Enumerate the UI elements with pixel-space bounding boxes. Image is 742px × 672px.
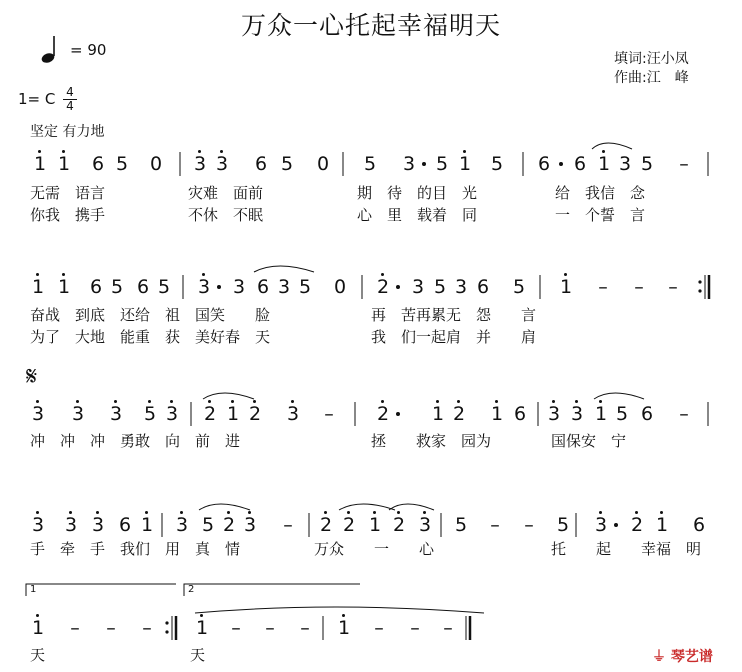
high-octave-dot [660,511,663,514]
note-text: 0 [149,153,163,175]
note-text: – [679,153,689,175]
note-number [640,153,654,175]
note-text: 5 [490,153,504,175]
note-number [298,276,312,298]
note-number [615,403,629,425]
note-number [618,153,632,175]
note-number [197,276,211,298]
score-system [0,398,742,428]
note-text: 5 [512,276,526,298]
note-text: 6 [692,514,706,536]
high-octave-dot [148,400,151,403]
note-number [337,617,351,639]
note-text: 1 [195,617,209,639]
lyric-line: 托 起 幸福 明 [551,540,702,558]
note-text: 1 [594,403,608,425]
note-number [118,514,132,536]
note-text: 3 [570,403,584,425]
note-text: 2 [222,514,236,536]
high-octave-dot [227,511,230,514]
note-number [286,403,300,425]
note-text: – [634,276,644,298]
note-number [33,153,47,175]
note-text: 5 [157,276,171,298]
note-text: 3 [31,403,45,425]
note-text: – [283,514,293,536]
lyric-line: 一 个誓 言 [555,206,646,224]
high-octave-dot [564,273,567,276]
lyric-line: 不休 不眠 [188,206,264,224]
note-number [594,514,608,536]
high-octave-dot [170,400,173,403]
extension-dash [488,514,502,536]
note-number [140,514,154,536]
note-number [556,514,570,536]
note-text: 5 [115,153,129,175]
note-text: 3 [402,153,416,175]
repeat-dot [165,630,168,633]
note-text: 5 [110,276,124,298]
note-text: 3 [277,276,291,298]
note-text: 1 [57,153,71,175]
volta-first-label: 1 [30,584,37,595]
note-number [57,153,71,175]
note-text: 1 [490,403,504,425]
note-number [203,403,217,425]
note-number [547,403,561,425]
extension-dash [596,276,610,298]
note-text: 3 [594,514,608,536]
note-number [193,153,207,175]
note-text: 2 [203,403,217,425]
note-number [248,403,262,425]
note-text: 6 [254,153,268,175]
high-octave-dot [96,511,99,514]
note-number [175,514,189,536]
lyric-line: 天 [30,646,46,664]
note-number [655,514,669,536]
high-octave-dot [495,400,498,403]
note-text: 2 [376,276,390,298]
note-number [640,403,654,425]
note-number [226,403,240,425]
note-number [376,276,390,298]
high-octave-dot [62,150,65,153]
extension-dash [666,276,680,298]
note-number [110,276,124,298]
quarter-note-icon [38,34,62,64]
high-octave-dot [602,150,605,153]
lyric-line: 无需 语言 [30,184,106,202]
note-text: 6 [537,153,551,175]
lyric-line: 拯 救家 园为 [371,432,492,450]
note-text: 1 [431,403,445,425]
note-number [433,276,447,298]
note-text: 6 [256,276,270,298]
note-number [692,514,706,536]
note-text: 5 [298,276,312,298]
note-number [454,514,468,536]
note-number [597,153,611,175]
note-number [136,276,150,298]
note-number [115,153,129,175]
note-text: – [231,617,241,639]
note-text: 1 [57,276,71,298]
high-octave-dot [208,400,211,403]
note-number [570,403,584,425]
extension-dash [263,617,277,639]
note-number [201,514,215,536]
extension-dash [632,276,646,298]
note-text: 2 [452,403,466,425]
note-text: 6 [136,276,150,298]
note-number [392,514,406,536]
lyric-line: 手 牵 手 我们 用 真 情 [30,540,241,558]
note-number [319,514,333,536]
high-octave-dot [381,273,384,276]
note-number [195,617,209,639]
note-text: 3 [618,153,632,175]
note-text: 1 [559,276,573,298]
high-octave-dot [76,400,79,403]
time-signature-bottom: 4 [66,99,74,113]
note-text: 6 [91,153,105,175]
note-text: 5 [201,514,215,536]
lyric-line: 奋战 到底 还给 祖 国笑 脸 [30,306,271,324]
high-octave-dot [381,400,384,403]
high-octave-dot [62,273,65,276]
lyric-line: 给 我信 念 [555,184,646,202]
note-text: 1 [140,514,154,536]
high-octave-dot [463,150,466,153]
note-text: 6 [640,403,654,425]
note-text: 2 [319,514,333,536]
note-text: 1 [33,153,47,175]
high-octave-dot [324,511,327,514]
note-text: 5 [435,153,449,175]
lyric-line: 冲 冲 冲 勇敢 向 前 进 [30,432,241,450]
note-number [215,153,229,175]
note-text: 3 [243,514,257,536]
note-text: – [668,276,678,298]
note-text: 2 [630,514,644,536]
volta-second-label: 2 [188,584,195,595]
note-text: 3 [215,153,229,175]
high-octave-dot [253,400,256,403]
note-text: 0 [316,153,330,175]
note-text: 3 [232,276,246,298]
extension-dash [677,403,691,425]
note-text: – [374,617,384,639]
note-text: 0 [333,276,347,298]
composer-credit: 作曲:江 峰 [614,70,689,86]
note-number [149,153,163,175]
note-text: – [70,617,80,639]
note-text: 3 [165,403,179,425]
note-number [402,153,416,175]
note-text: 5 [615,403,629,425]
high-octave-dot [635,511,638,514]
note-text: 6 [89,276,103,298]
note-number [91,514,105,536]
extension-dash [677,153,691,175]
note-text: – [443,617,453,639]
high-octave-dot [69,511,72,514]
high-octave-dot [552,400,555,403]
extension-dash [140,617,154,639]
logo-icon: ⏚ [652,649,666,665]
note-text: – [300,617,310,639]
note-text: 1 [458,153,472,175]
high-octave-dot [436,400,439,403]
note-number [31,403,45,425]
note-number [368,514,382,536]
high-octave-dot [36,400,39,403]
note-text: 3 [31,514,45,536]
high-octave-dot [200,614,203,617]
tempo-marking: = 90 [70,41,107,59]
note-number [630,514,644,536]
note-text: 3 [197,276,211,298]
high-octave-dot [291,400,294,403]
high-octave-dot [457,400,460,403]
note-number [411,276,425,298]
note-text: 5 [640,153,654,175]
extension-dash [104,617,118,639]
note-text: 1 [337,617,351,639]
note-number [109,403,123,425]
note-number [435,153,449,175]
volta-brackets [0,580,742,600]
high-octave-dot [248,511,251,514]
extension-dash [372,617,386,639]
extension-dash [281,514,295,536]
note-number [89,276,103,298]
note-number [418,514,432,536]
note-text: 1 [368,514,382,536]
note-text: 1 [226,403,240,425]
note-text: 5 [433,276,447,298]
note-text: 3 [91,514,105,536]
note-number [512,276,526,298]
note-number [490,153,504,175]
note-text: – [524,514,534,536]
note-text: – [106,617,116,639]
score-system [0,271,742,301]
lyric-line: 我 们一起肩 并 肩 [371,328,537,346]
high-octave-dot [198,150,201,153]
note-text: – [490,514,500,536]
note-number [573,153,587,175]
lyric-line: 为了 大地 能重 获 美好春 天 [30,328,271,346]
note-number [31,514,45,536]
note-number [513,403,527,425]
note-number [454,276,468,298]
note-number [537,153,551,175]
high-octave-dot [423,511,426,514]
extension-dash [522,514,536,536]
note-text: 5 [454,514,468,536]
note-number [452,403,466,425]
note-number [143,403,157,425]
high-octave-dot [36,511,39,514]
note-number [31,617,45,639]
note-text: 2 [342,514,356,536]
note-text: 3 [175,514,189,536]
note-text: – [324,403,334,425]
note-text: 3 [64,514,78,536]
song-title: 万众一心托起幸福明天 [240,11,501,40]
note-text: 1 [655,514,669,536]
time-signature [63,87,77,112]
extension-dash [408,617,422,639]
note-number [91,153,105,175]
score-system [0,612,742,642]
note-text: 1 [31,276,45,298]
segno-icon: 𝄋 [26,362,38,392]
high-octave-dot [373,511,376,514]
note-number [232,276,246,298]
note-number [57,276,71,298]
lyric-line: 万众 一 心 [314,540,435,558]
expression-marking: 坚定 有力地 [30,124,105,140]
note-number [376,403,390,425]
lyric-line: 心 里 载着 同 [357,206,478,224]
note-number [277,276,291,298]
high-octave-dot [202,273,205,276]
note-number [71,403,85,425]
note-text: 2 [376,403,390,425]
note-number [64,514,78,536]
note-text: 1 [31,617,45,639]
score-system [0,509,742,539]
note-number [157,276,171,298]
note-text: 6 [118,514,132,536]
note-text: 3 [193,153,207,175]
lyric-line: 国保安 宁 [551,432,627,450]
time-signature-top: 4 [66,85,74,99]
note-text: 5 [363,153,377,175]
note-text: 3 [547,403,561,425]
note-number [559,276,573,298]
lyric-line: 灾难 面前 [188,184,264,202]
repeat-dot [698,280,701,283]
note-number [333,276,347,298]
high-octave-dot [38,150,41,153]
high-octave-dot [342,614,345,617]
note-text: – [265,617,275,639]
high-octave-dot [575,400,578,403]
extension-dash [68,617,82,639]
repeat-dot [698,289,701,292]
note-text: – [142,617,152,639]
note-number [342,514,356,536]
score-system [0,148,742,178]
note-number [222,514,236,536]
note-number [431,403,445,425]
note-number [458,153,472,175]
note-number [256,276,270,298]
note-text: 3 [286,403,300,425]
high-octave-dot [114,400,117,403]
note-text: 3 [71,403,85,425]
note-text: 3 [454,276,468,298]
extension-dash [322,403,336,425]
note-number [31,276,45,298]
high-octave-dot [599,511,602,514]
high-octave-dot [231,400,234,403]
logo-text: 琴艺谱 [670,649,713,665]
lyric-line: 期 待 的目 光 [357,184,478,202]
note-text: 5 [280,153,294,175]
note-number [165,403,179,425]
lyric-line: 天 [190,646,206,664]
key-signature: 1= C [18,90,56,108]
note-text: 6 [513,403,527,425]
note-number [594,403,608,425]
note-number [490,403,504,425]
note-text: 5 [143,403,157,425]
note-text: 5 [556,514,570,536]
lyricist-credit: 填词:汪小凤 [614,51,689,67]
site-logo [652,646,713,666]
note-number [363,153,377,175]
extension-dash [298,617,312,639]
repeat-dot [165,621,168,624]
high-octave-dot [599,400,602,403]
note-number [243,514,257,536]
high-octave-dot [180,511,183,514]
note-number [254,153,268,175]
high-octave-dot [347,511,350,514]
lyric-line: 你我 携手 [30,206,106,224]
lyric-line: 再 苦再累无 怨 言 [371,306,537,324]
note-number [316,153,330,175]
note-text: – [679,403,689,425]
note-text: 3 [418,514,432,536]
extension-dash [441,617,455,639]
extension-dash [229,617,243,639]
note-text: – [410,617,420,639]
note-number [280,153,294,175]
high-octave-dot [397,511,400,514]
note-text: 6 [573,153,587,175]
note-text: 1 [597,153,611,175]
high-octave-dot [36,614,39,617]
high-octave-dot [36,273,39,276]
note-text: 3 [109,403,123,425]
high-octave-dot [145,511,148,514]
note-text: 2 [392,514,406,536]
note-text: 6 [476,276,490,298]
note-text: – [598,276,608,298]
note-text: 3 [411,276,425,298]
note-number [476,276,490,298]
high-octave-dot [220,150,223,153]
note-text: 2 [248,403,262,425]
